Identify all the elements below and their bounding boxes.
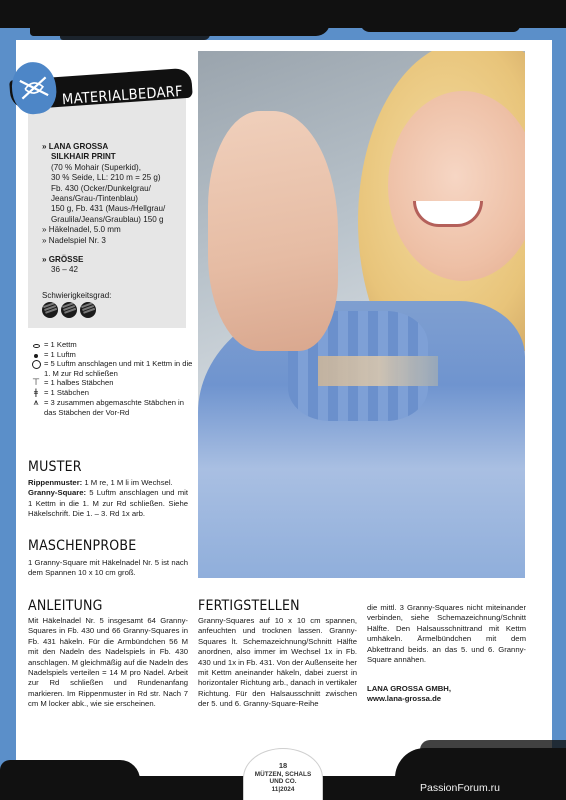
rib-text: 1 M re, 1 M li im Wechsel.: [82, 478, 173, 487]
product-name: SILKHAIR PRINT: [51, 152, 116, 162]
difficulty-label: Schwierigkeitsgrad:: [42, 291, 112, 300]
legend-row: [28, 378, 194, 388]
double-crochet-icon: ǂ: [33, 388, 39, 399]
composition-line: (70 % Mohair (Superkid),: [51, 162, 141, 172]
tool-line: » Häkelnadel, 5.0 mm: [42, 225, 121, 235]
chain-stitch-icon: [33, 344, 40, 348]
muster-heading: MUSTER: [28, 459, 82, 475]
credit: [367, 684, 526, 705]
brand-line: » LANA GROSSA: [42, 142, 109, 151]
fertigstellen-text: Granny-Squares auf 10 x 10 cm spannen, anfeuchten und trocknen lassen. Granny-Squares lt. Schemazeichnung/Schnitt Hälfte anordnen, also immer im Wechsel 1x in Fb. 430 und 1x in Fb. 431. Von der Außenseite her mit Kettm aneinander häkeln, dabei zuerst in horizontaler Richtung arb., danach in vertikaler Richtung. Für den Halsausschnitt zwischen der 5. und 6. Granny-Square-Reihe: [198, 616, 357, 709]
legend-row: [28, 359, 194, 378]
color-line: Fb. 430 (Ocker/Dunkelgrau/: [51, 183, 151, 193]
rib-label: Rippenmuster:: [28, 478, 83, 487]
yarn-ball-icon: [80, 302, 96, 318]
legend-row: [28, 388, 194, 398]
magic-ring-icon: [32, 360, 41, 369]
legend-row: [28, 398, 194, 417]
legend-text: = 3 zusammen abgemaschte Stäbchen in das Stäbchen der Vor-Rd: [44, 398, 184, 417]
yarn-ball-icon: [61, 302, 77, 318]
muster-text: [28, 478, 188, 520]
amount-line: 150 g, Fb. 431 (Maus-/Hellgrau/: [51, 204, 166, 214]
legend-text: = 1 Stäbchen: [44, 388, 89, 398]
brush-stroke-bottom: [420, 740, 566, 750]
magazine-title: MÜTZEN, SCHALS: [254, 771, 312, 778]
slip-stitch-icon: [34, 354, 38, 358]
legend-row: [28, 340, 194, 350]
tool-line: » Nadelspiel Nr. 3: [42, 235, 106, 245]
legend-text: = 5 Luftm anschlagen und mit 1 Kettm in die 1. M zur Rd schließen: [44, 359, 193, 378]
maschenprobe-heading: MASCHENPROBE: [28, 538, 137, 554]
granny-label: Granny-Square:: [28, 488, 87, 498]
legend-text: = 1 halbes Stäbchen: [44, 378, 114, 388]
magazine-title: UND CO.: [269, 778, 297, 785]
anleitung-text: Mit Häkelnadel Nr. 5 insgesamt 64 Granny-Squares in Fb. 430 und 66 Granny-Squares in Fb. 431 häkeln. Für die Armbündchen 56 M mit den Nadeln des Nadelspiels in Fb. 430 anschlagen. M gleichmäßig auf die Nadeln des Nadelspiels verteilen = 14 M pro Nadel. Arbeit zur Rd schließen und Rundenanfang markieren. Im Rippenmuster in Rd str. Nach 7 cm M locker abk., wie sie erscheinen.: [28, 616, 188, 709]
brush-stroke-top: [60, 34, 210, 40]
brush-stroke-top: [360, 22, 520, 32]
credit-company: LANA GROSSA GMBH,: [367, 684, 451, 693]
size-value: 36 – 42: [51, 265, 79, 275]
granny-text: 5 Luftm anschlagen und mit 1 Kettm in die 1. M zur Rd schließen. Siehe Häkelschrift. Die 1. – 3. Rd 1x arb.: [28, 488, 188, 519]
fertigstellen-text-cont: die mittl. 3 Granny-Squares nicht miteinander verbinden, siehe Schemazeichnung/Schnitt Hälfte. Den Halsausschnittrand mit Kettm umhäkeln. Ärmelbündchen mit dem Abkettrand beids. an das 5. und 6. Granny-Square annähen.: [367, 603, 526, 665]
issue-number: 11|2024: [271, 786, 295, 793]
composition-line: 30 % Seide, LL: 210 m = 25 g): [51, 173, 161, 183]
page-number: 18: [278, 761, 288, 770]
material-list: [42, 142, 182, 276]
watermark: PassionForum.ru: [420, 782, 500, 794]
half-double-icon: ⊤: [32, 378, 40, 389]
stitch-legend: [28, 340, 194, 418]
cluster-icon: ⩚: [33, 398, 39, 409]
fertigstellen-heading: FERTIGSTELLEN: [198, 598, 300, 614]
legend-text: = 1 Luftm: [44, 349, 76, 359]
color-line: Jeans/Grau-/Tintenblau): [51, 194, 138, 204]
maschenprobe-text: 1 Granny-Square mit Häkelnadel Nr. 5 ist nach dem Spannen 10 x 10 cm groß.: [28, 558, 188, 578]
yarn-ball-icon: [42, 302, 58, 318]
material-heading: MATERIALBEDARF: [61, 83, 184, 109]
amount-line: Graulila/Jeans/Graublau) 150 g: [51, 214, 164, 224]
legend-text: = 1 Kettm: [44, 340, 77, 349]
legend-row: [28, 350, 194, 360]
brush-stroke-bottom: [395, 748, 566, 778]
anleitung-heading: ANLEITUNG: [28, 598, 103, 614]
difficulty-rating: [42, 302, 96, 318]
model-photo: [198, 51, 525, 578]
size-heading: » GRÖSSE: [42, 255, 84, 265]
credit-url: www.lana-grossa.de: [367, 694, 442, 704]
